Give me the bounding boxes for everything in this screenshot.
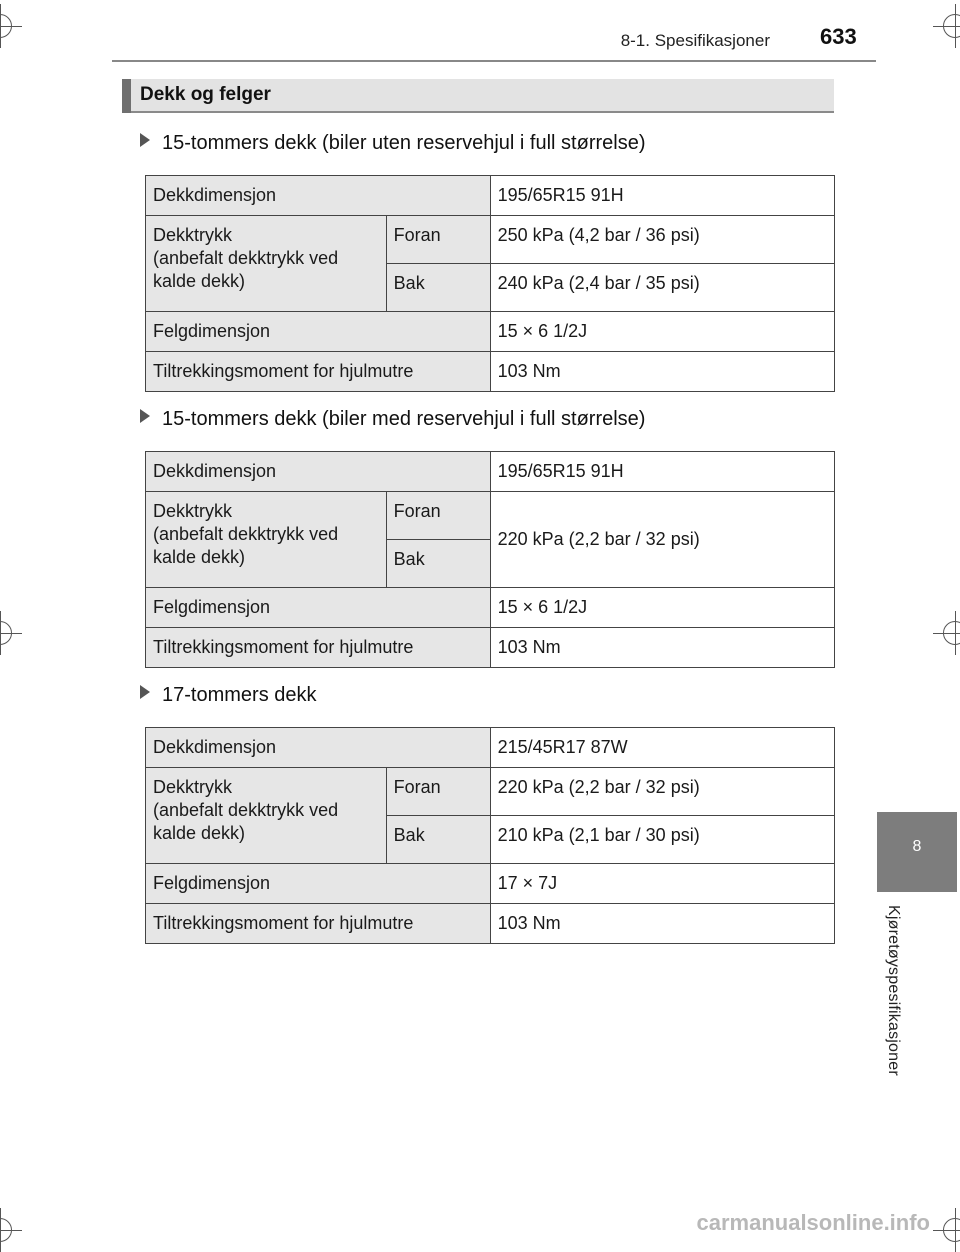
rear-label: Bak <box>386 540 490 588</box>
tire-size-label: Dekkdimensjon <box>146 176 491 216</box>
chapter-side-label: Kjøretøyspesifikasjoner <box>885 905 902 1076</box>
subheading-15-with-spare <box>140 408 645 431</box>
torque-label: Tiltrekkingsmoment for hjulmutre <box>146 628 491 668</box>
tire-pressure-label: Dekktrykk (anbefalt dekktrykk ved kalde dekk) <box>146 216 387 312</box>
spec-table-15-with-spare <box>145 451 835 668</box>
watermark: carmanualsonline.info <box>696 1210 930 1235</box>
torque-label: Tiltrekkingsmoment for hjulmutre <box>146 352 491 392</box>
table-row <box>146 588 835 628</box>
wheel-size-label: Felgdimensjon <box>146 864 491 904</box>
subheading-17 <box>140 684 317 707</box>
wheel-size-value: 15 × 6 1/2J <box>490 588 834 628</box>
table-row <box>146 176 835 216</box>
spec-table-15-no-spare <box>145 175 835 392</box>
torque-value: 103 Nm <box>490 628 834 668</box>
tire-size-value: 195/65R15 91H <box>490 176 834 216</box>
torque-value: 103 Nm <box>490 352 834 392</box>
rear-pressure-value: 210 kPa (2,1 bar / 30 psi) <box>490 816 834 864</box>
table-row <box>146 492 835 540</box>
header-rule <box>112 60 876 62</box>
torque-value: 103 Nm <box>490 904 834 944</box>
tire-size-label: Dekkdimensjon <box>146 452 491 492</box>
triangle-bullet-icon <box>140 133 150 147</box>
crop-mark-top-left <box>0 12 14 40</box>
tire-pressure-label: Dekktrykk (anbefalt dekktrykk ved kalde dekk) <box>146 768 387 864</box>
front-pressure-value: 220 kPa (2,2 bar / 32 psi) <box>490 768 834 816</box>
tire-size-value: 195/65R15 91H <box>490 452 834 492</box>
table-row <box>146 728 835 768</box>
crop-mark-top-right <box>941 12 960 40</box>
section-title: Dekk og felger <box>140 84 271 105</box>
front-pressure-value: 250 kPa (4,2 bar / 36 psi) <box>490 216 834 264</box>
subheading-15-no-spare <box>140 132 646 155</box>
triangle-bullet-icon <box>140 685 150 699</box>
front-label: Foran <box>386 492 490 540</box>
front-label: Foran <box>386 768 490 816</box>
triangle-bullet-icon <box>140 409 150 423</box>
crop-mark-mid-right <box>941 619 960 647</box>
wheel-size-value: 17 × 7J <box>490 864 834 904</box>
crop-mark-bottom-right <box>941 1216 960 1244</box>
tire-size-value: 215/45R17 87W <box>490 728 834 768</box>
rear-label: Bak <box>386 264 490 312</box>
chapter-tab[interactable] <box>877 812 957 892</box>
tire-size-label: Dekkdimensjon <box>146 728 491 768</box>
tire-pressure-label: Dekktrykk (anbefalt dekktrykk ved kalde dekk) <box>146 492 387 588</box>
chapter-number: 8 <box>912 838 922 855</box>
crop-mark-bottom-left <box>0 1216 14 1244</box>
subheading-text: 15-tommers dekk (biler uten reservehjul i full størrelse) <box>162 132 646 154</box>
table-row <box>146 628 835 668</box>
table-row <box>146 864 835 904</box>
subheading-text: 15-tommers dekk (biler med reservehjul i full størrelse) <box>162 408 646 430</box>
table-row <box>146 216 835 264</box>
crop-mark-mid-left <box>0 619 14 647</box>
subheading-text: 17-tommers dekk <box>162 684 317 706</box>
front-label: Foran <box>386 216 490 264</box>
front-rear-pressure-value: 220 kPa (2,2 bar / 32 psi) <box>490 492 834 588</box>
table-row <box>146 312 835 352</box>
rear-pressure-value: 240 kPa (2,4 bar / 35 psi) <box>490 264 834 312</box>
section-title-accent-bar <box>122 79 131 113</box>
wheel-size-label: Felgdimensjon <box>146 312 491 352</box>
table-row <box>146 352 835 392</box>
table-row <box>146 768 835 816</box>
wheel-size-value: 15 × 6 1/2J <box>490 312 834 352</box>
running-header-section: 8-1. Spesifikasjoner <box>620 31 770 50</box>
page-number: 633 <box>820 24 857 49</box>
torque-label: Tiltrekkingsmoment for hjulmutre <box>146 904 491 944</box>
spec-table-17 <box>145 727 835 944</box>
section-title-box <box>122 79 834 113</box>
wheel-size-label: Felgdimensjon <box>146 588 491 628</box>
rear-label: Bak <box>386 816 490 864</box>
table-row <box>146 452 835 492</box>
table-row <box>146 904 835 944</box>
